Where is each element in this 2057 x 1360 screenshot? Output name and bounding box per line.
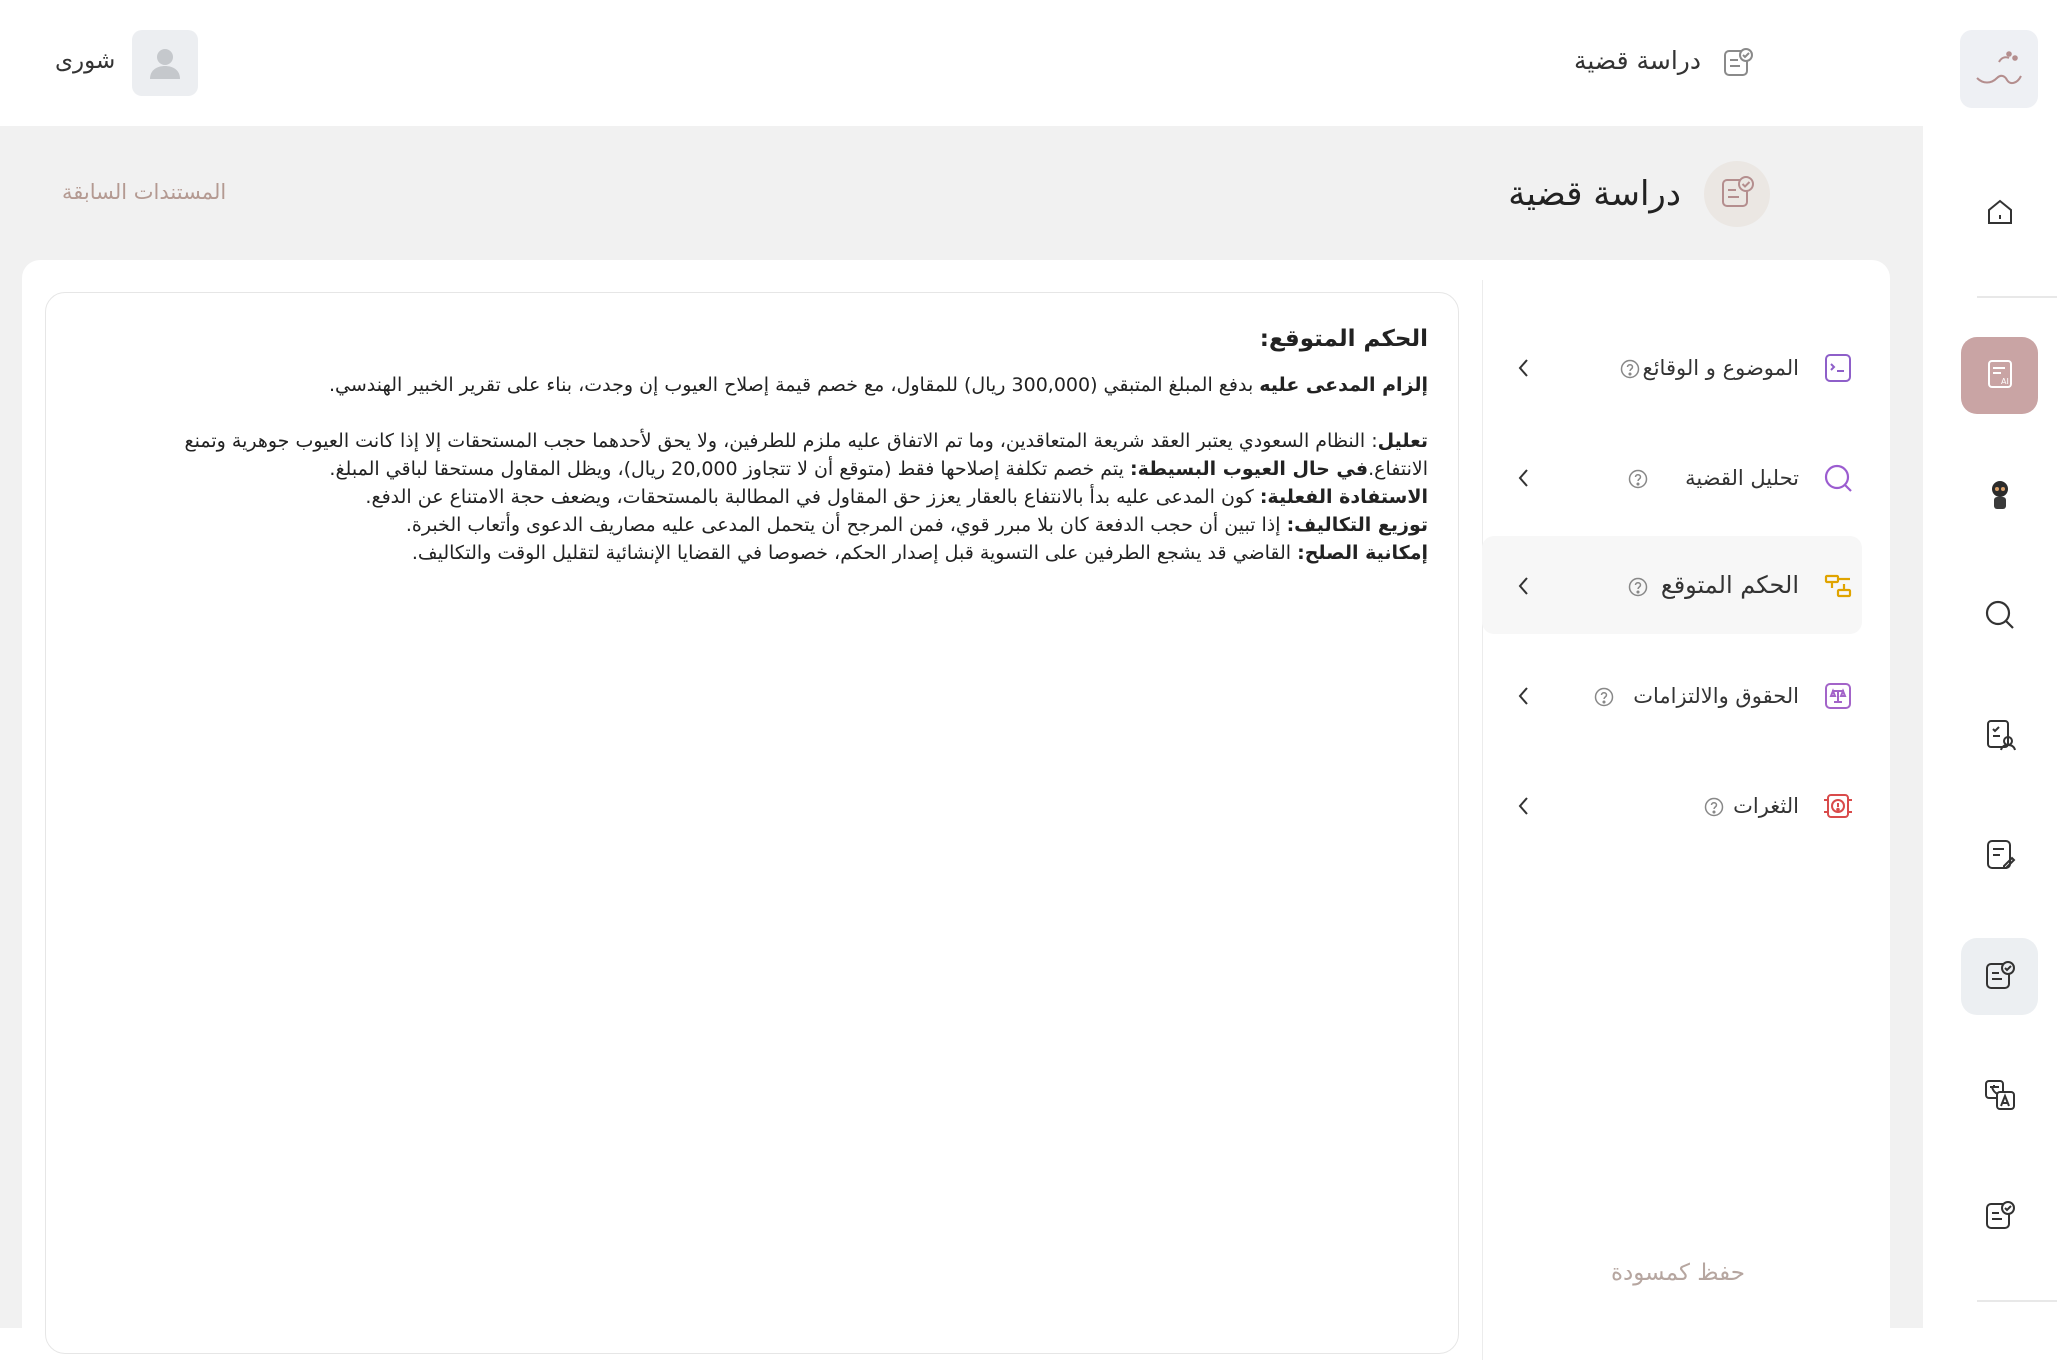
previous-documents-link[interactable]: المستندات السابقة bbox=[62, 180, 227, 204]
page-title: دراسة قضية bbox=[1508, 174, 1681, 214]
rail-divider bbox=[1977, 1300, 2057, 1302]
content-panel bbox=[22, 260, 1890, 1360]
rail-translate[interactable] bbox=[1961, 1058, 2038, 1135]
help-icon[interactable] bbox=[1594, 687, 1614, 707]
rail-divider bbox=[1977, 296, 2057, 298]
rail-assistant[interactable] bbox=[1961, 458, 2038, 535]
rail-home[interactable] bbox=[1961, 175, 2038, 252]
svg-text:AI: AI bbox=[2000, 376, 2009, 386]
help-icon[interactable] bbox=[1620, 359, 1640, 379]
translate-icon bbox=[1983, 1078, 2017, 1116]
minor-text: يتم خصم تكلفة إصلاحها فقط (متوقع أن لا تتجاوز 20,000 ريال)، ويظل المقاول مستحقا لباقي المبلغ. bbox=[329, 458, 1130, 480]
case-study-icon bbox=[1722, 46, 1754, 82]
menu-item-gaps[interactable] bbox=[1482, 756, 1862, 854]
rail-user-document[interactable] bbox=[1961, 698, 2038, 775]
result-card bbox=[45, 292, 1459, 1354]
chevron-left-icon bbox=[1514, 356, 1534, 380]
scales-icon bbox=[1822, 680, 1854, 712]
chevron-left-icon bbox=[1514, 684, 1534, 708]
sidebar-rail bbox=[1923, 0, 2057, 1328]
reason-bold: تعليل bbox=[1377, 430, 1428, 452]
menu-item-label: الموضوع و الوقائع bbox=[1642, 356, 1799, 380]
case-study-icon bbox=[1718, 173, 1756, 215]
help-icon[interactable] bbox=[1628, 469, 1648, 489]
avatar[interactable] bbox=[132, 30, 198, 96]
top-header bbox=[0, 0, 1923, 126]
main-area bbox=[0, 126, 1923, 1328]
costs-text: إذا تبين أن حجب الدفعة كان بلا مبرر قوي، فمن المرجح أن يتحمل المدعى عليه مصاريف الدعوى وأتعاب الخبرة. bbox=[405, 514, 1287, 536]
settle-bold: إمكانية الصلح: bbox=[1297, 542, 1428, 564]
assistant-avatar-icon bbox=[1986, 477, 2014, 517]
chevron-left-icon bbox=[1514, 574, 1534, 598]
magnifier-icon bbox=[1822, 462, 1854, 494]
result-line-1-bold: إلزام المدعى عليه bbox=[1259, 374, 1428, 396]
costs-bold: توزيع التكاليف: bbox=[1286, 514, 1428, 536]
checklist-icon bbox=[1983, 1198, 2017, 1236]
result-line-1 bbox=[108, 371, 1428, 399]
alert-icon bbox=[1822, 790, 1854, 822]
header-title: دراسة قضية bbox=[1573, 46, 1701, 75]
rail-search[interactable] bbox=[1961, 578, 2038, 655]
user-name[interactable]: شورى bbox=[55, 48, 116, 74]
rail-case-study[interactable] bbox=[1961, 938, 2038, 1015]
menu-item-label: تحليل القضية bbox=[1685, 466, 1799, 490]
settle-text: القاضي قد يشجع الطرفين على التسوية قبل إصدار الحكم، خصوصا في القضايا الإنشائية لتقليل الوقت والتكاليف. bbox=[411, 542, 1298, 564]
benefit-text: كون المدعى عليه بدأ بالانتفاع بالعقار يعزز حق المقاول في المطالبة بالمستحقات، ويضعف حجة الامتناع عن الدفع. bbox=[365, 486, 1260, 508]
edit-document-icon bbox=[1984, 838, 2016, 876]
result-line-1-text: بدفع المبلغ المتبقي (300,000 ريال) للمقاول، مع خصم قيمة إصلاح العيوب إن وجدت، بناء على تقرير الخبير الهندسي. bbox=[328, 374, 1260, 396]
reason-text: : النظام السعودي يعتبر العقد شريعة المتعاقدين، وما تم الاتفاق عليه ملزم للطرفين، ولا يحق لأحدهما حجب المستحقات إلا إذا كانت العيوب جوهرية وتمنع الانتفاع. bbox=[184, 430, 1428, 480]
ai-document-icon bbox=[1983, 357, 2017, 395]
minor-bold: في حال العيوب البسيطة: bbox=[1130, 458, 1369, 480]
help-icon[interactable] bbox=[1628, 577, 1648, 597]
menu-item-facts[interactable] bbox=[1482, 318, 1862, 416]
search-icon bbox=[1983, 598, 2017, 636]
chevron-left-icon bbox=[1514, 794, 1534, 818]
menu-item-label: الحقوق والالتزامات bbox=[1633, 684, 1799, 708]
rail-ai-document[interactable] bbox=[1961, 337, 2038, 414]
gavel-icon bbox=[1822, 570, 1854, 602]
document-icon bbox=[1822, 352, 1854, 384]
result-heading: الحكم المتوقع: bbox=[1259, 326, 1428, 352]
menu-item-label: الحكم المتوقع bbox=[1660, 571, 1799, 599]
case-study-icon bbox=[1983, 958, 2017, 996]
save-draft-button[interactable]: حفظ كمسودة bbox=[1611, 1260, 1745, 1286]
benefit-bold: الاستفادة الفعلية: bbox=[1259, 486, 1428, 508]
rail-edit-document[interactable] bbox=[1961, 818, 2038, 895]
home-icon bbox=[1984, 196, 2016, 232]
menu-item-analysis[interactable] bbox=[1482, 428, 1862, 526]
user-document-icon bbox=[1984, 718, 2016, 756]
menu-item-expected-verdict[interactable] bbox=[1482, 536, 1862, 634]
help-icon[interactable] bbox=[1704, 797, 1724, 817]
menu-item-label: الثغرات bbox=[1733, 794, 1799, 818]
result-paragraph bbox=[108, 427, 1428, 567]
rail-checklist[interactable] bbox=[1961, 1178, 2038, 1255]
menu-item-rights-obligations[interactable] bbox=[1482, 646, 1862, 744]
result-content bbox=[108, 325, 1428, 567]
chevron-left-icon bbox=[1514, 466, 1534, 490]
brand-logo[interactable] bbox=[1960, 30, 2038, 108]
page-icon-badge bbox=[1704, 161, 1770, 227]
